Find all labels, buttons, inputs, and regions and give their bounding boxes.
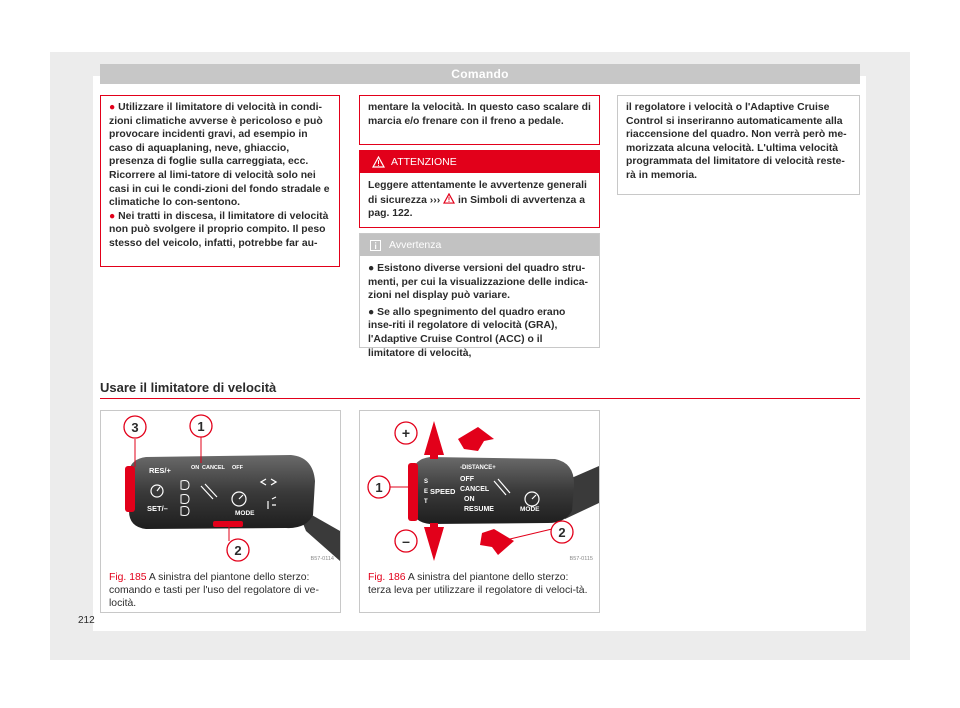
bullet-icon: ● — [368, 263, 378, 274]
section-divider — [100, 398, 860, 399]
list-item: ● Esistono diverse versioni del quadro stru-menti, per cui la visualizzazione delle indica-zioni nel display può variare. — [368, 263, 588, 302]
svg-text:S: S — [424, 479, 429, 485]
svg-text:2: 2 — [234, 543, 242, 558]
page-number: 212 — [78, 615, 95, 626]
figure-caption: Fig. 186 A sinistra del piantone dello sterzo: terza leva per utilizzare il regolatore di veloci-tà. — [368, 572, 588, 596]
arrow-up-right-icon — [458, 427, 494, 451]
arrow-up-icon — [424, 421, 444, 459]
svg-text:T: T — [424, 499, 428, 505]
section-title: Usare il limitatore di velocità — [100, 380, 277, 395]
svg-text:1: 1 — [375, 480, 383, 495]
label-off: OFF — [232, 465, 243, 471]
warning-title: ATTENZIONE — [391, 156, 457, 168]
list-item: ● Nei tratti in discesa, il limitatore di velocità non può svolgere il proprio compito. Il peso stesso del veicolo, infatti, potrebbe far au- — [109, 210, 329, 249]
svg-text:+: + — [401, 425, 411, 441]
label-cancel: CANCEL — [202, 465, 225, 471]
svg-text:3: 3 — [131, 420, 139, 435]
warning-box — [359, 150, 600, 228]
note-continuation-box: il regolatore i velocità o l'Adaptive Cruise Control si inseriranno automaticamente alla riaccensione del quadro. Non verrà però me-morizzata alcuna velocità. L'ultima velocità programmata del limitatore di velocità reste-rà in memoria. — [617, 95, 860, 195]
bullet-icon: ● — [109, 102, 119, 113]
figure-186 — [359, 410, 600, 613]
svg-text:-DISTANCE+: -DISTANCE+ — [460, 465, 496, 471]
svg-text:ON: ON — [464, 496, 475, 503]
info-icon — [370, 240, 381, 251]
svg-text:MODE: MODE — [520, 506, 540, 513]
cruise-control-stalk-illustration — [101, 411, 340, 566]
figure-185-illustration — [101, 411, 340, 566]
warning-continuation-box-2: mentare la velocità. In questo caso scalare di marcia e/o frenare con il freno a pedale. — [359, 95, 600, 145]
figure-number: Fig. 185 — [109, 572, 147, 583]
label-mode: MODE — [235, 510, 255, 517]
svg-text:2: 2 — [558, 525, 566, 540]
arrow-down-right-icon — [480, 529, 514, 555]
arrow-down-icon — [424, 523, 444, 561]
figure-code: B57-0115 — [569, 556, 593, 562]
bullet-icon: ● — [109, 210, 119, 222]
warning-continuation-box — [100, 95, 340, 267]
label-on: ON — [191, 465, 200, 471]
note-title: Avvertenza — [389, 239, 442, 251]
note-header — [360, 234, 599, 256]
warning-body: Leggere attentamente le avvertenze generali di sicurezza ››› in Simboli di avvertenza a pag. 122. — [368, 180, 587, 220]
figure-code: B57-0114 — [310, 556, 334, 562]
page-header: Comando — [100, 64, 860, 84]
figure-number: Fig. 186 — [368, 572, 406, 583]
label-res: RES/+ — [149, 466, 171, 475]
note-body — [360, 256, 599, 366]
svg-text:E: E — [424, 489, 429, 495]
list-item: ● Utilizzare il limitatore di velocità in condi-zioni climatiche avverse è pericoloso e può provocare incidenti gravi, ad esempio in caso di aquaplaning, neve, ghiaccio, presenza di foglie sulla carreggiata, ecc. Ricorrere al limi-tatore di velocità solo nei casi in cui le condi-zioni del fondo stradale e climatiche lo con-sentono. — [109, 102, 330, 209]
svg-text:RESUME: RESUME — [464, 506, 494, 513]
svg-text:–: – — [402, 533, 410, 549]
list-item: ● Se allo spegnimento del quadro erano inse-riti il regolatore di velocità (GRA), l'Adaptive Cruise Control (ACC) o il limitatore di velocità, — [368, 306, 566, 359]
svg-text:SPEED: SPEED — [430, 487, 456, 496]
warning-header — [360, 151, 599, 173]
svg-text:OFF: OFF — [460, 476, 474, 483]
figure-186-illustration — [360, 411, 599, 566]
label-set: SET/– — [147, 504, 168, 513]
warning-triangle-icon — [443, 193, 455, 204]
note-box — [359, 233, 600, 359]
svg-text:CANCEL: CANCEL — [460, 486, 490, 493]
figure-185 — [100, 410, 341, 613]
third-lever-illustration — [360, 411, 599, 566]
cross-reference-link[interactable]: ››› in Simboli di avvertenza a pag. 122. — [368, 194, 586, 220]
bullet-icon: ● — [368, 306, 378, 318]
figure-caption: Fig. 185 A sinistra del piantone dello sterzo: comando e tasti per l'uso del regolatore di ve-locità. — [109, 572, 319, 609]
svg-text:1: 1 — [197, 419, 205, 434]
warning-triangle-icon — [372, 156, 385, 168]
